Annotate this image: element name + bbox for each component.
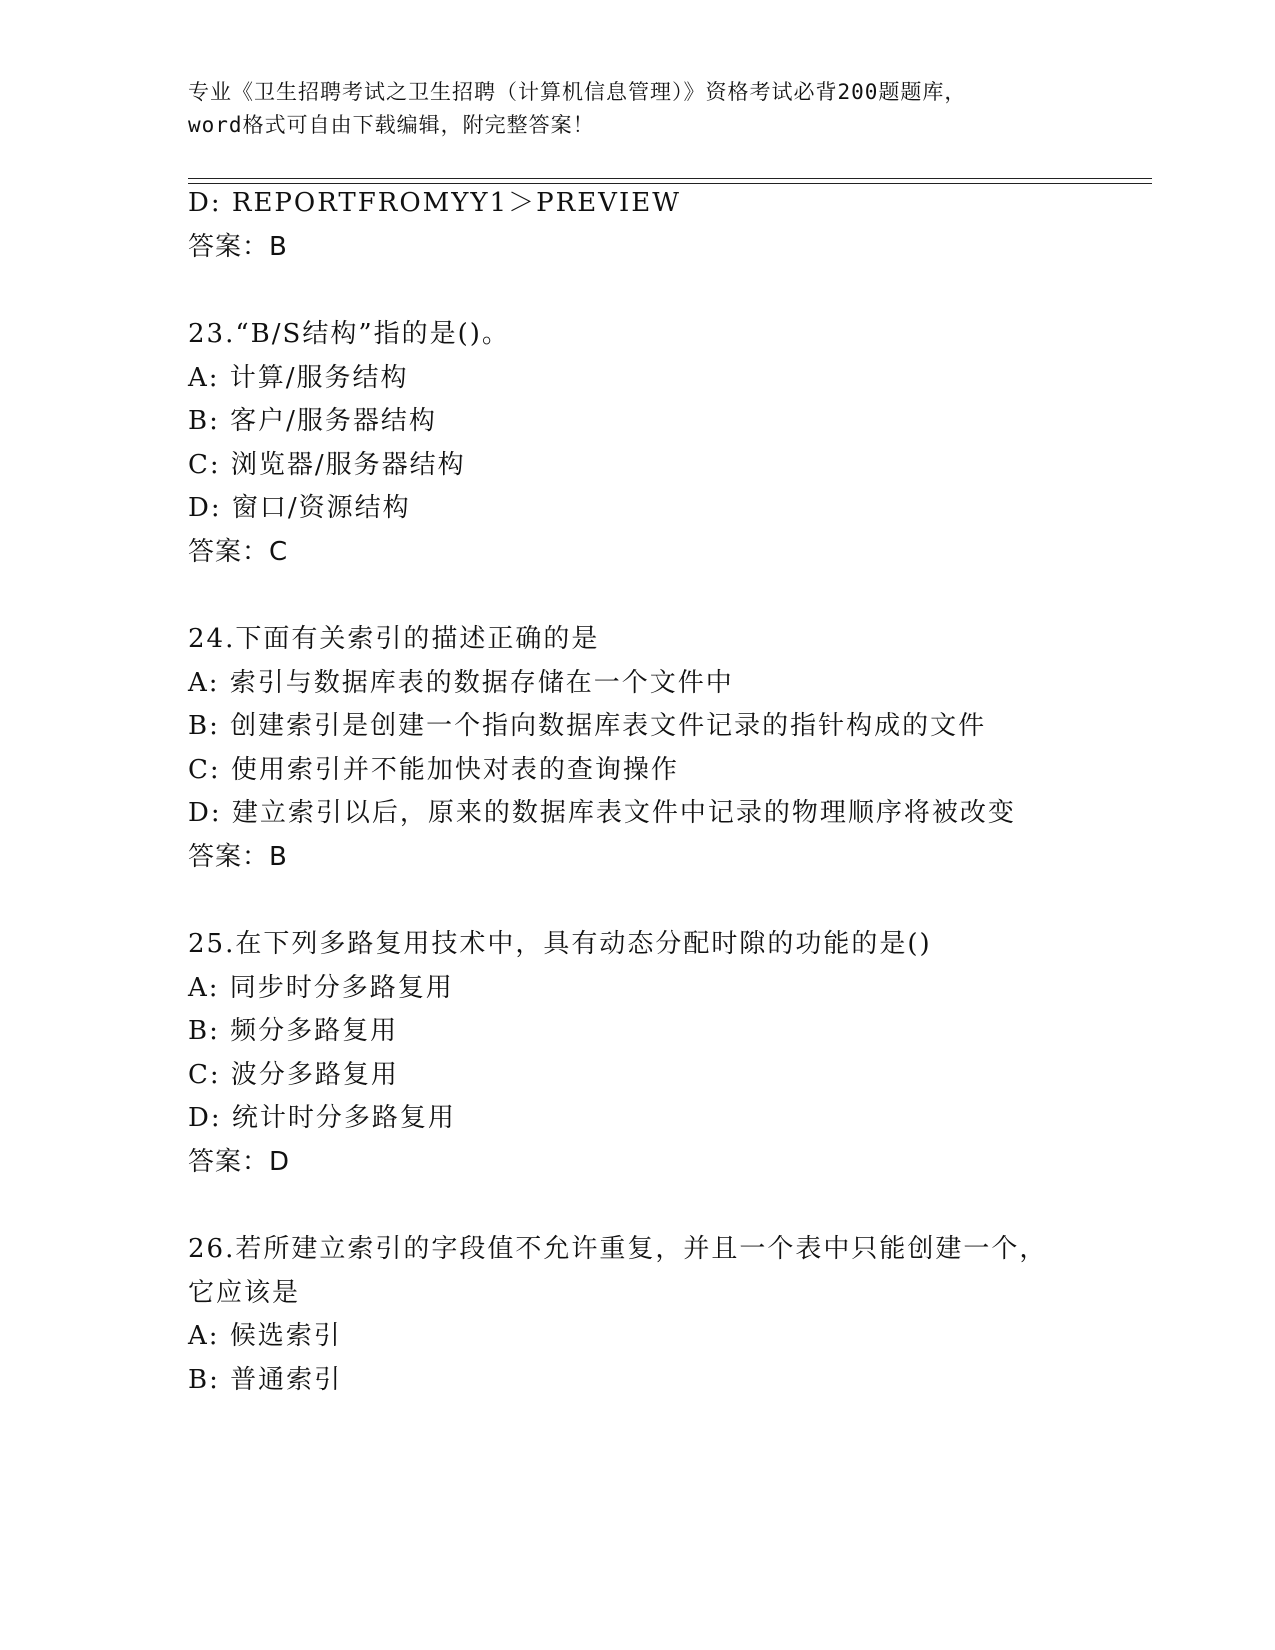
q23-question: 23.“B/S结构”指的是()。 <box>188 319 510 349</box>
document-header <box>188 76 1088 142</box>
q22-option-d: D: REPORTFROMYY1＞PREVIEW <box>188 188 681 218</box>
q26-option-b: B: 普通索引 <box>188 1365 343 1395</box>
q24-answer: 答案：B <box>188 842 288 872</box>
q25-option-c: C: 波分多路复用 <box>188 1060 399 1090</box>
q26-question-line-1: 26.若所建立索引的字段值不允许重复，并且一个表中只能创建一个， <box>188 1234 1048 1264</box>
q22-answer: 答案：B <box>188 232 288 262</box>
q24-question: 24.下面有关索引的描述正确的是 <box>188 624 600 654</box>
header-line-2: word格式可自由下载编辑，附完整答案！ <box>188 113 595 137</box>
q23-option-d: D: 窗口/资源结构 <box>188 493 411 523</box>
q24-option-b: B: 创建索引是创建一个指向数据库表文件记录的指针构成的文件 <box>188 711 987 741</box>
header-line-1: 专业《卫生招聘考试之卫生招聘（计算机信息管理）》资格考试必背200题题库， <box>188 80 967 104</box>
q24-option-c: C: 使用索引并不能加快对表的查询操作 <box>188 755 679 785</box>
q24-option-a: A: 索引与数据库表的数据存储在一个文件中 <box>188 668 734 698</box>
q23-option-b: B: 客户/服务器结构 <box>188 406 437 436</box>
q25-option-b: B: 频分多路复用 <box>188 1016 399 1046</box>
q23-option-c: C: 浏览器/服务器结构 <box>188 450 466 480</box>
q24-option-d: D: 建立索引以后，原来的数据库表文件中记录的物理顺序将被改变 <box>188 798 1016 828</box>
q26-question-line-2: 它应该是 <box>188 1278 301 1308</box>
q25-answer: 答案：D <box>188 1147 291 1177</box>
q25-option-a: A: 同步时分多路复用 <box>188 973 454 1003</box>
q26-option-a: A: 候选索引 <box>188 1321 342 1351</box>
q25-question: 25.在下列多路复用技术中，具有动态分配时隙的功能的是() <box>188 929 932 959</box>
q25-option-d: D: 统计时分多路复用 <box>188 1103 456 1133</box>
q23-option-a: A: 计算/服务结构 <box>188 363 409 393</box>
document-page <box>188 0 1148 1650</box>
q23-answer: 答案：C <box>188 537 289 567</box>
header-divider <box>188 178 1152 184</box>
